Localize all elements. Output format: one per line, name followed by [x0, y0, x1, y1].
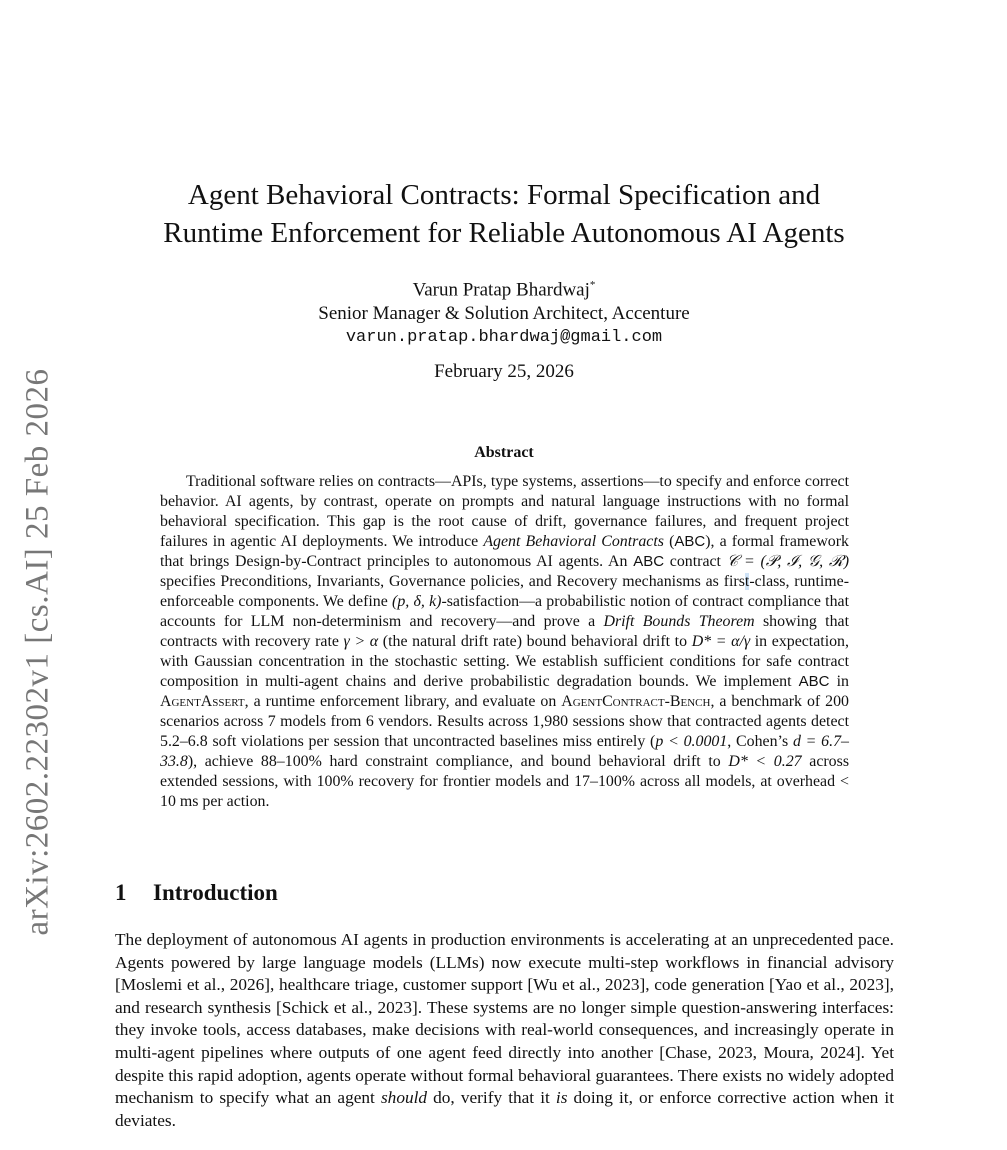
- section-heading: [115, 880, 278, 906]
- author-block: [150, 273, 858, 350]
- abstract-emphasis: Drift Bounds Theorem: [603, 613, 755, 630]
- abstract-body: [160, 472, 849, 812]
- body-emphasis: should: [380, 1088, 428, 1108]
- benchmark-name: AgentContract-Bench: [561, 693, 711, 710]
- section-title: Introduction: [153, 880, 278, 905]
- math-inline: d = 6.7–33.8: [160, 733, 849, 770]
- abstract-text: in expectation, with Gaussian concentration in the stochastic setting. We establish sufficient conditions for safe contract composition in multi-agent chains and derive probabilistic degradation bounds. We implement: [160, 633, 849, 690]
- abstract-emphasis: Agent Behavioral Contracts: [483, 533, 664, 550]
- abstract-text: -class, runtime-enforceable components. We define: [160, 573, 850, 610]
- section-number: 1: [115, 880, 127, 905]
- abstract-text: (: [663, 533, 675, 550]
- body-emphasis: is: [555, 1088, 568, 1108]
- math-inline: 𝒞 = (𝒫, ℐ, 𝒢, ℛ): [726, 553, 849, 570]
- abstract-text: across extended sessions, with 100% recovery for frontier models and 17–100% across all models, at overhead: [160, 753, 849, 790]
- abstract-text: in: [829, 673, 849, 690]
- body-text: doing it, or enforce corrective action when it deviates.: [115, 1088, 895, 1130]
- title-line-2: Runtime Enforcement for Reliable Autonomous AI Agents: [163, 217, 845, 249]
- abstract-text: ), a formal framework that brings Design-by-Contract principles to autonomous AI agents. An: [160, 533, 849, 570]
- abstract-text: contract: [664, 553, 727, 570]
- abstract-heading: Abstract: [474, 444, 534, 461]
- math-inline: (p, δ, k): [392, 593, 442, 610]
- author-footnote-mark: *: [589, 279, 596, 291]
- author-email[interactable]: varun.pratap.bhardwaj@gmail.com: [345, 328, 663, 348]
- body-text: The deployment of autonomous AI agents in production environments is accelerating at an unprecedented pace. Agents powered by large language models (LLMs) now execute multi-step workflows in financial advisory [Moslemi et al., 2026], healthcare triage, customer support [Wu et al., 2023], code generation [Yao et al., 2023], and research synthesis [Schick et al., 2023]. These systems are no longer simple question-answering interfaces: they invoke tools, access databases, make decisions with real-world consequences, and increasingly operate in multi-agent pipelines where outputs of one agent feed directly into another [Chase, 2023, Moura, 2024]. Yet despite this rapid adoption, agents operate without formal behavioral guarantees. There exists no widely adopted mechanism to specify what an agent: [115, 930, 894, 1108]
- abc-acronym: ABC: [798, 673, 830, 690]
- abstract-text: Traditional software relies on contracts—APIs, type systems, assertions—to specify and enforce correct behavior. AI agents, by contrast, operate on prompts and natural language instructions with no formal behavioral specification. This gap is the root cause of drift, governance failures, and frequent project failures in agentic AI deployments. We introduce: [160, 473, 849, 550]
- math-inline: D* < 0.27: [728, 753, 802, 770]
- abstract-text: , a runtime enforcement library, and evaluate on: [244, 693, 562, 710]
- abc-acronym: ABC: [633, 553, 665, 570]
- author-affiliation: Senior Manager & Solution Architect, Accenture: [318, 303, 690, 325]
- author-name-line: [150, 273, 858, 302]
- math-inline: < 10 ms: [160, 773, 849, 810]
- publication-date: February 25, 2026: [434, 361, 574, 382]
- math-inline: D* = α/γ: [691, 633, 751, 650]
- title-line-1: Agent Behavioral Contracts: Formal Specification and: [187, 179, 821, 211]
- text-selection-highlight: t: [744, 573, 750, 590]
- author-name: Varun Pratap Bhardwaj: [412, 279, 590, 301]
- abstract-text: (the natural drift rate) bound behavioral drift to: [378, 633, 692, 650]
- abstract-text: specifies Preconditions, Invariants, Governance policies, and Recovery mechanisms as firs: [160, 573, 745, 590]
- abstract-text: -satisfaction—a probabilistic notion of contract compliance that accounts for LLM non-determinism and recovery—and prove a: [160, 593, 850, 630]
- paper-title: [120, 176, 888, 252]
- abstract-text: , a benchmark of 200 scenarios across 7 models from 6 vendors. Results across 1,980 sessions show that contracted agents detect 5.2–6.8 soft violations per session that uncontracted baselines miss entirely (: [160, 693, 849, 750]
- introduction-paragraph: [115, 929, 894, 1132]
- abstract-text: ), achieve 88–100% hard constraint compliance, and bound behavioral drift to: [187, 753, 729, 770]
- abstract-text: per action.: [198, 793, 270, 810]
- arxiv-identifier-stamp: arXiv:2602.22302v1 [cs.AI] 25 Feb 2026: [19, 368, 56, 936]
- body-text: do, verify that it: [427, 1088, 556, 1108]
- abstract-text: , Cohen’s: [727, 733, 793, 750]
- abc-acronym: ABC: [674, 533, 706, 550]
- math-inline: p < 0.0001: [655, 733, 728, 750]
- library-name: AgentAssert: [160, 693, 245, 710]
- abstract-text: showing that contracts with recovery rate: [160, 613, 849, 650]
- math-inline: γ > α: [343, 633, 379, 650]
